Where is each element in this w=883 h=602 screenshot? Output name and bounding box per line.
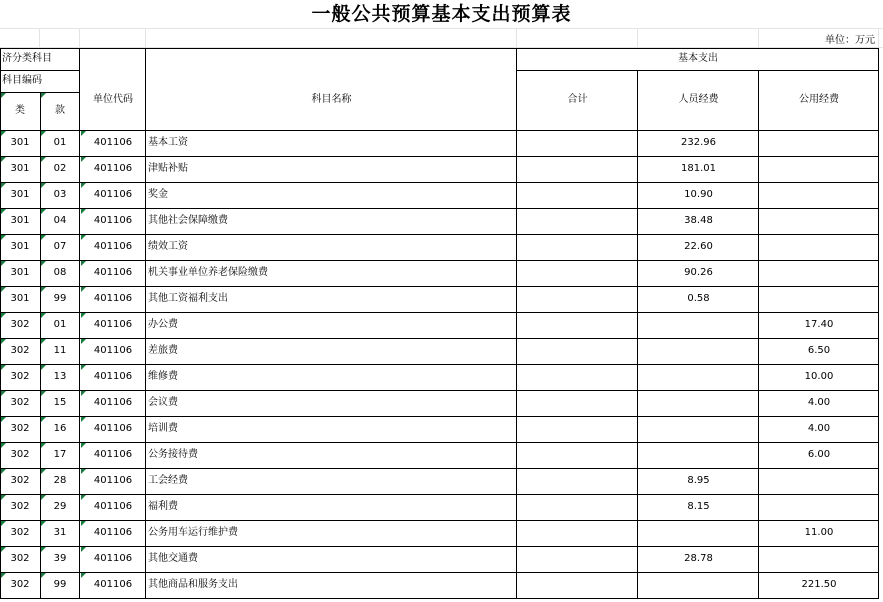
cell-kuan[interactable]: 31 [53,527,67,538]
cell-unit-code[interactable]: 401106 [93,553,133,564]
table-row [0,182,883,208]
number-as-text-marker [81,365,86,370]
cell-subject-name[interactable]: 其他交通费 [148,553,198,564]
number-as-text-marker [1,313,6,318]
number-as-text-marker [1,235,6,240]
table-row [0,156,883,182]
header-unit-code: 单位代码 [93,94,133,105]
header-total: 合计 [567,94,588,105]
cell-personnel[interactable]: 22.60 [684,241,713,252]
number-as-text-marker [41,313,46,318]
cell-lei[interactable]: 301 [10,163,30,174]
cell-personnel[interactable]: 0.58 [687,293,710,304]
number-as-text-marker [81,235,86,240]
number-as-text-marker [81,443,86,448]
cell-unit-code[interactable]: 401106 [93,371,133,382]
header-kuan: 款 [55,105,65,116]
number-as-text-marker [81,573,86,578]
cell-unit-code[interactable]: 401106 [93,267,133,278]
number-as-text-marker [41,235,46,240]
cell-personnel[interactable]: 8.15 [687,501,710,512]
cell-lei[interactable]: 302 [10,345,30,356]
cell-kuan[interactable]: 16 [53,423,67,434]
table-row [0,286,883,312]
header-public: 公用经费 [799,94,839,105]
number-as-text-marker [41,365,46,370]
table-row [0,416,883,442]
cell-public[interactable]: 17.40 [804,319,834,330]
cell-subject-name[interactable]: 公务接待费 [148,449,198,460]
cell-unit-code[interactable]: 401106 [93,475,133,486]
cell-unit-code[interactable]: 401106 [93,189,133,200]
table-row [0,260,883,286]
number-as-text-marker [41,469,46,474]
header-basic-expense: 基本支出 [678,53,718,64]
number-as-text-marker [41,573,46,578]
cell-unit-code[interactable]: 401106 [93,345,133,356]
cell-unit-code[interactable]: 401106 [93,579,133,590]
number-as-text-marker [1,131,6,136]
number-as-text-marker [81,131,86,136]
cell-kuan[interactable]: 08 [53,267,67,278]
number-as-text-marker [1,183,6,188]
cell-personnel[interactable]: 38.48 [684,215,713,226]
cell-unit-code[interactable]: 401106 [93,293,133,304]
cell-kuan[interactable]: 15 [53,397,67,408]
number-as-text-marker [41,339,46,344]
number-as-text-marker [41,261,46,266]
table-row [0,208,883,234]
cell-unit-code[interactable]: 401106 [93,423,133,434]
header-subject-code: 科目编码 [2,75,42,86]
cell-unit-code[interactable]: 401106 [93,397,133,408]
cell-subject-name[interactable]: 福利费 [148,501,178,512]
cell-subject-name[interactable]: 公务用车运行维护费 [148,527,238,538]
number-as-text-marker [41,131,46,136]
cell-kuan[interactable]: 28 [53,475,67,486]
cell-subject-name[interactable]: 基本工资 [148,137,188,148]
number-as-text-marker [81,313,86,318]
cell-public[interactable]: 4.00 [807,397,831,408]
number-as-text-marker [81,495,86,500]
cell-kuan[interactable]: 99 [53,579,67,590]
cell-unit-code[interactable]: 401106 [93,163,133,174]
number-as-text-marker [1,287,6,292]
cell-kuan[interactable]: 07 [53,241,67,252]
cell-subject-name[interactable]: 差旅费 [148,345,178,356]
cell-kuan[interactable]: 01 [53,137,67,148]
cell-lei[interactable]: 302 [10,553,30,564]
number-as-text-marker [81,469,86,474]
number-as-text-marker [41,495,46,500]
cell-personnel[interactable]: 8.95 [687,475,710,486]
number-as-text-marker [1,157,6,162]
number-as-text-marker [1,495,6,500]
number-as-text-marker [81,287,86,292]
number-as-text-marker [1,417,6,422]
cell-kuan[interactable]: 29 [53,501,67,512]
number-as-text-marker [41,443,46,448]
cell-lei[interactable]: 302 [10,527,30,538]
cell-unit-code[interactable]: 401106 [93,527,133,538]
cell-kuan[interactable]: 11 [53,345,67,356]
number-as-text-marker [81,417,86,422]
cell-public[interactable]: 10.00 [804,371,834,382]
table-row [0,234,883,260]
number-as-text-marker [41,287,46,292]
cell-personnel[interactable]: 181.01 [681,163,716,174]
cell-lei[interactable]: 301 [10,241,30,252]
table-row [0,494,883,520]
number-as-text-marker [81,157,86,162]
cell-public[interactable]: 221.50 [801,579,837,590]
cell-subject-name[interactable]: 培训费 [148,423,178,434]
cell-lei[interactable]: 302 [10,501,30,512]
cell-subject-name[interactable]: 绩效工资 [148,241,188,252]
cell-kuan[interactable]: 13 [53,371,67,382]
cell-lei[interactable]: 302 [10,579,30,590]
cell-lei[interactable]: 302 [10,397,30,408]
header-econ-category: 济分类科目 [2,53,52,64]
table-row [0,572,883,598]
number-as-text-marker [1,93,6,98]
number-as-text-marker [41,417,46,422]
cell-public[interactable]: 11.00 [804,527,834,538]
table-row [0,390,883,416]
table-row [0,546,883,572]
cell-subject-name[interactable]: 奖金 [148,189,168,200]
cell-subject-name[interactable]: 其他商品和服务支出 [148,579,238,590]
cell-personnel[interactable]: 28.78 [684,553,713,564]
cell-public[interactable]: 6.50 [807,345,831,356]
cell-kuan[interactable]: 02 [53,163,67,174]
unit-label: 单位：万元 [825,35,875,46]
cell-lei[interactable]: 302 [10,449,30,460]
number-as-text-marker [1,521,6,526]
cell-lei[interactable]: 302 [10,371,30,382]
cell-kuan[interactable]: 99 [53,293,67,304]
cell-personnel[interactable]: 90.26 [684,267,713,278]
cell-lei[interactable]: 301 [10,215,30,226]
number-as-text-marker [1,339,6,344]
table-row [0,312,883,338]
cell-kuan[interactable]: 17 [53,449,67,460]
cell-public[interactable]: 4.00 [807,423,831,434]
number-as-text-marker [41,391,46,396]
cell-kuan[interactable]: 03 [53,189,67,200]
cell-unit-code[interactable]: 401106 [93,215,133,226]
cell-subject-name[interactable]: 其他工资福利支出 [148,293,228,304]
header-subject-name: 科目名称 [311,94,352,105]
cell-kuan[interactable]: 04 [53,215,67,226]
table-row [0,442,883,468]
cell-public[interactable]: 6.00 [807,449,831,460]
cell-unit-code[interactable]: 401106 [93,501,133,512]
number-as-text-marker [41,547,46,552]
number-as-text-marker [1,209,6,214]
cell-lei[interactable]: 302 [10,423,30,434]
number-as-text-marker [1,391,6,396]
cell-personnel[interactable]: 10.90 [684,189,713,200]
cell-lei[interactable]: 301 [10,267,30,278]
number-as-text-marker [81,183,86,188]
cell-lei[interactable]: 301 [10,293,30,304]
cell-subject-name[interactable]: 维修费 [148,371,178,382]
cell-unit-code[interactable]: 401106 [93,137,133,148]
number-as-text-marker [1,469,6,474]
table-row [0,338,883,364]
cell-subject-name[interactable]: 机关事业单位养老保险缴费 [148,267,268,278]
page-title: 一般公共预算基本支出预算表 [311,3,572,25]
number-as-text-marker [1,261,6,266]
cell-subject-name[interactable]: 工会经费 [148,475,188,486]
cell-subject-name[interactable]: 津贴补贴 [148,163,188,174]
cell-subject-name[interactable]: 会议费 [148,397,178,408]
cell-lei[interactable]: 302 [10,319,30,330]
number-as-text-marker [41,183,46,188]
header-personnel: 人员经费 [678,94,719,105]
cell-kuan[interactable]: 01 [53,319,67,330]
number-as-text-marker [81,521,86,526]
number-as-text-marker [81,391,86,396]
number-as-text-marker [81,261,86,266]
table-row [0,468,883,494]
number-as-text-marker [1,443,6,448]
cell-kuan[interactable]: 39 [53,553,67,564]
header-lei: 类 [15,105,25,116]
table-row [0,364,883,390]
cell-unit-code[interactable]: 401106 [93,319,133,330]
table-row [0,130,883,156]
number-as-text-marker [81,547,86,552]
number-as-text-marker [41,209,46,214]
cell-lei[interactable]: 301 [10,189,30,200]
cell-personnel[interactable]: 232.96 [681,137,716,148]
cell-unit-code[interactable]: 401106 [93,241,133,252]
cell-subject-name[interactable]: 办公费 [148,319,178,330]
number-as-text-marker [41,93,46,98]
cell-subject-name[interactable]: 其他社会保障缴费 [148,215,228,226]
number-as-text-marker [1,365,6,370]
number-as-text-marker [1,547,6,552]
cell-unit-code[interactable]: 401106 [93,449,133,460]
table-row [0,520,883,546]
number-as-text-marker [81,339,86,344]
number-as-text-marker [41,521,46,526]
number-as-text-marker [41,157,46,162]
cell-lei[interactable]: 302 [10,475,30,486]
cell-lei[interactable]: 301 [10,137,30,148]
number-as-text-marker [1,573,6,578]
number-as-text-marker [81,209,86,214]
